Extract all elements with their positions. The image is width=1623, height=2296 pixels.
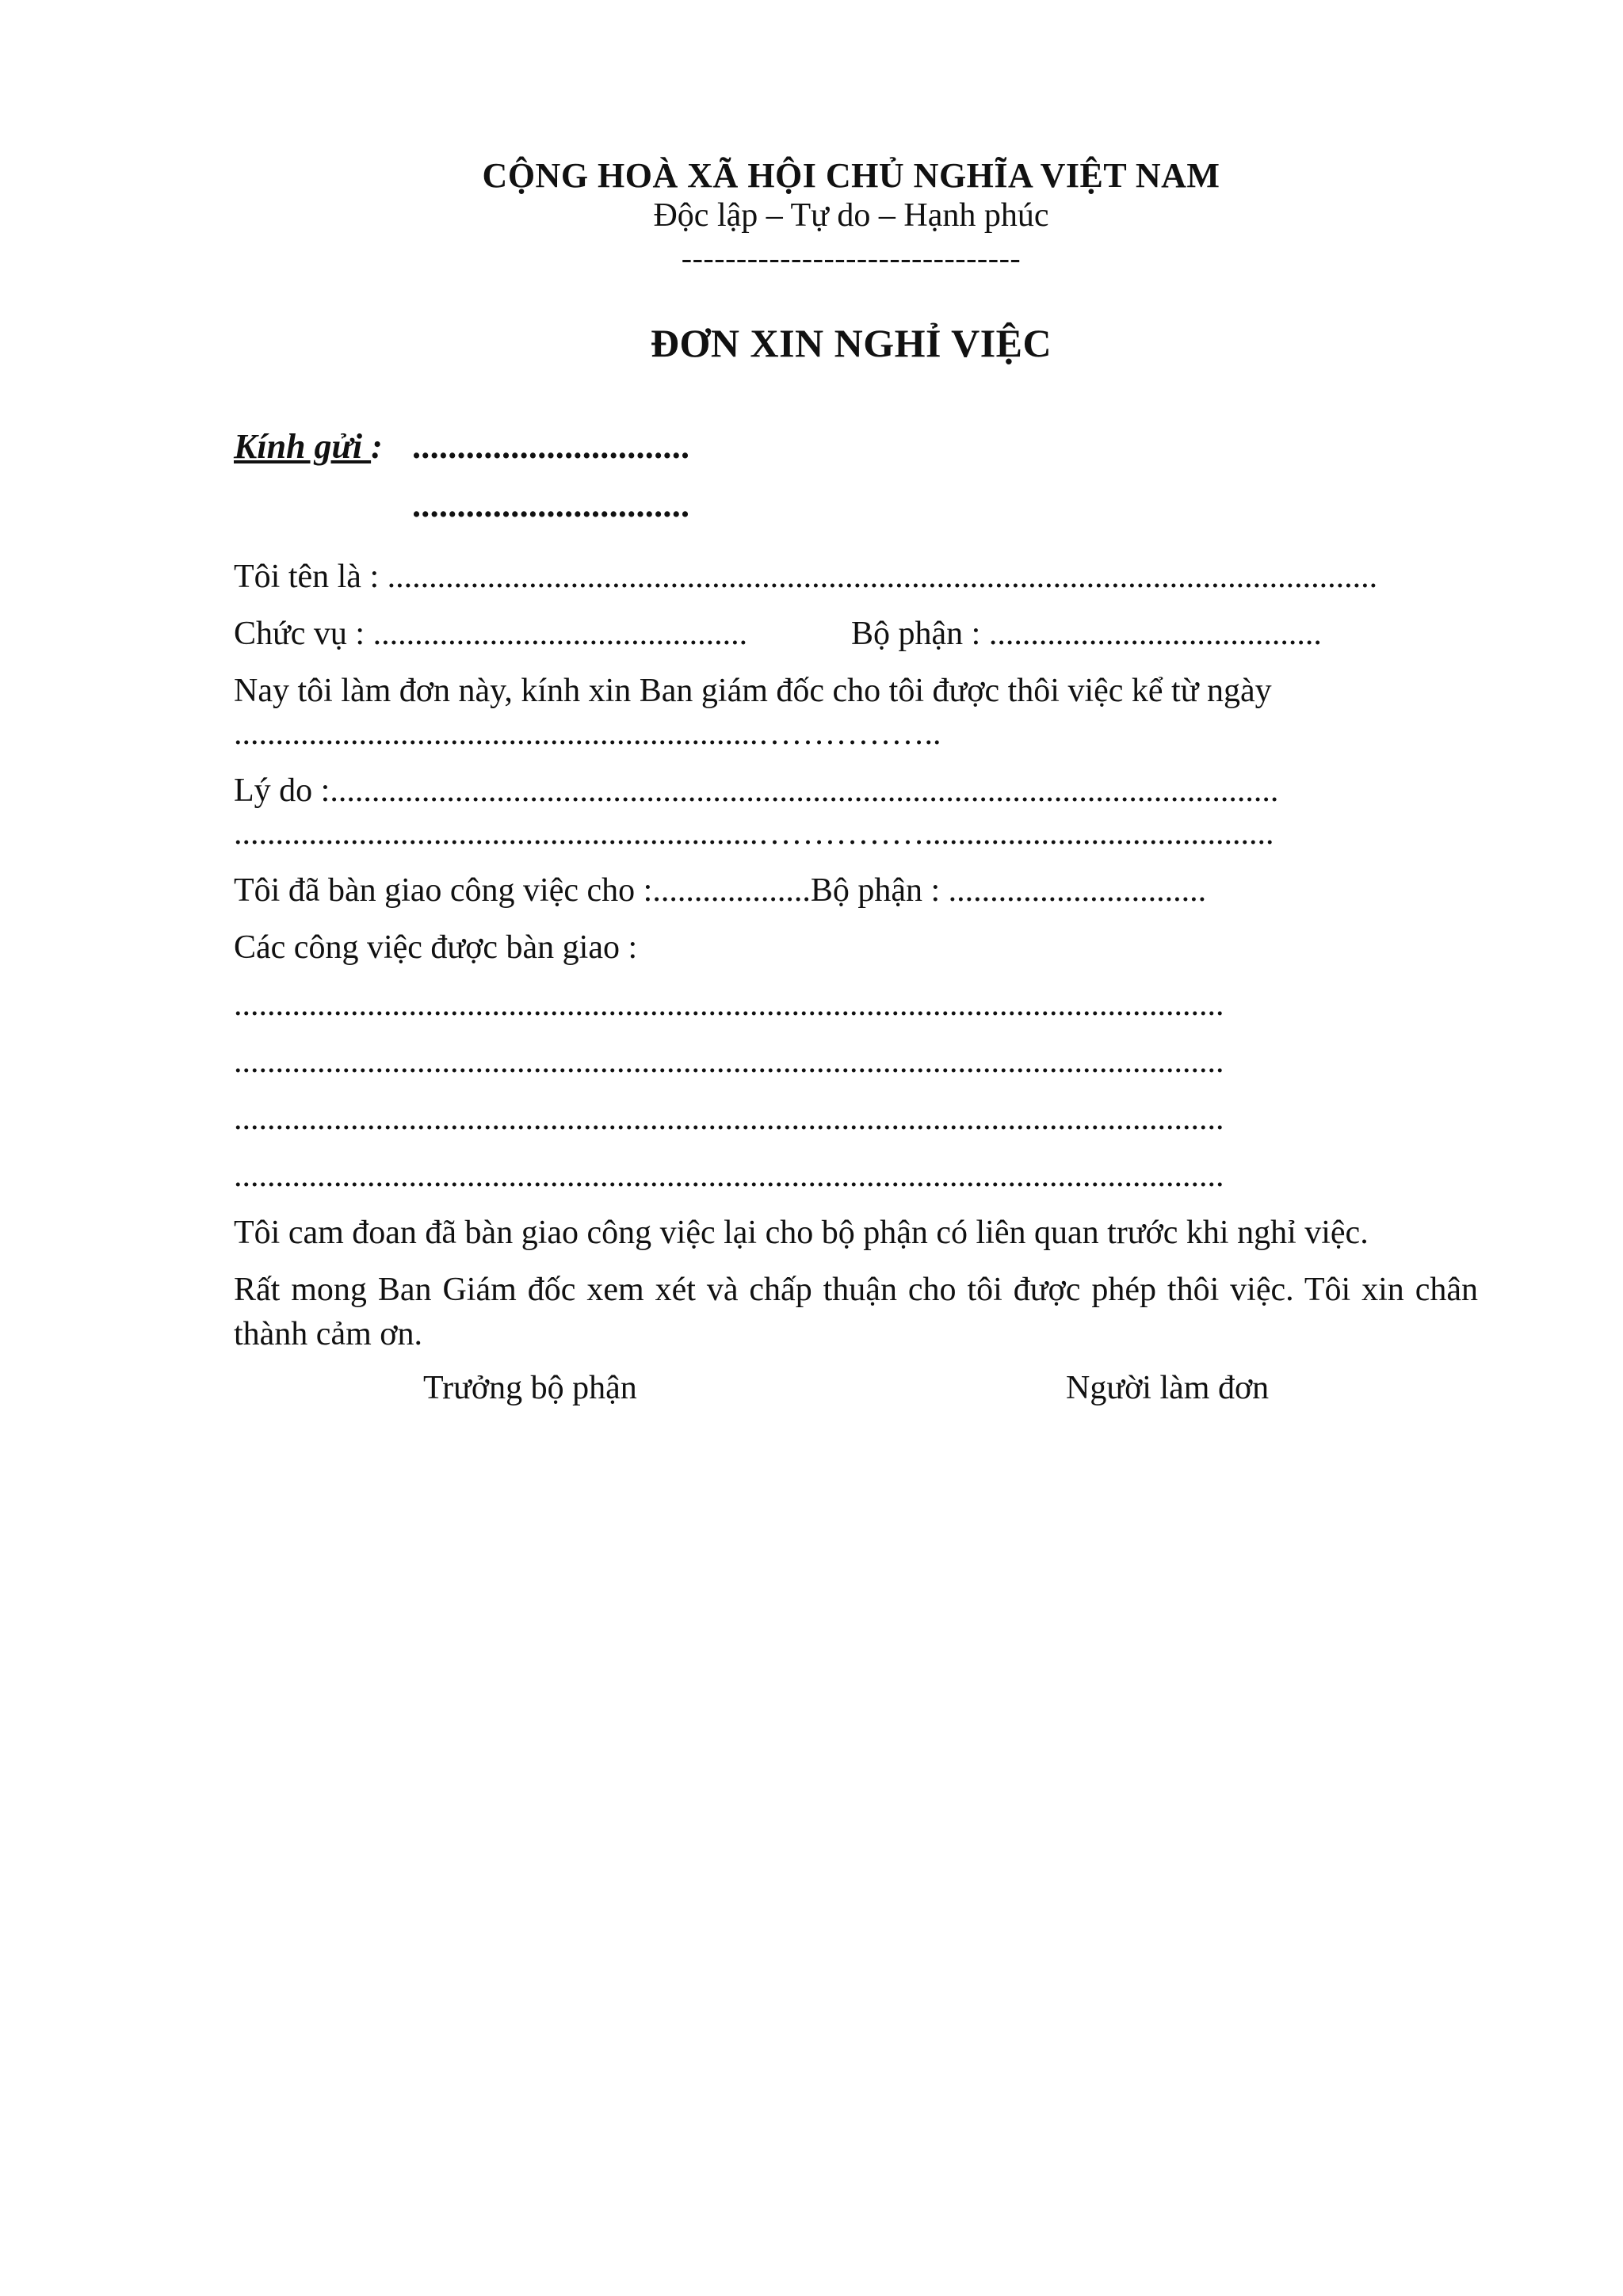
signature-department-head: Trưởng bộ phận	[423, 1370, 637, 1406]
recipient-label-text: Kính gửi	[234, 427, 372, 466]
recipient-field-2[interactable]: ...............................	[412, 486, 690, 524]
signature-applicant: Người làm đơn	[1066, 1370, 1270, 1406]
closing-text: Rất mong Ban Giám đốc xem xét và chấp thuận cho tôi được phép thôi việc. Tôi xin chân thành cảm ơn.	[234, 1272, 1478, 1352]
recipient-field-1[interactable]: ...............................	[412, 427, 690, 466]
commitment-text: Tôi cam đoan đã bàn giao công việc lại cho bộ phận có liên quan trước khi nghỉ việc.	[234, 1215, 1369, 1251]
position-field[interactable]: Chức vụ : .............................................	[234, 616, 748, 652]
recipient-label	[234, 426, 383, 467]
header-rule: -------------------------------	[681, 240, 1022, 276]
document-title: ĐƠN XIN NGHỈ VIỆC	[650, 321, 1052, 365]
reason-field[interactable]: Lý do :..................................................................................................................	[234, 772, 1279, 809]
task-line-4[interactable]: .......................................................................................................................	[234, 1158, 1224, 1194]
tasks-label: Các công việc được bàn giao :	[234, 929, 638, 966]
name-field[interactable]: Tôi tên là : .......................................................................................................................	[234, 559, 1378, 595]
task-line-2[interactable]: .......................................................................................................................	[234, 1043, 1224, 1080]
national-title: CỘNG HOÀ XÃ HỘI CHỦ NGHĨA VIỆT NAM	[482, 156, 1220, 195]
recipient-colon: :	[371, 427, 383, 466]
national-motto: Độc lập – Tự do – Hạnh phúc	[653, 197, 1049, 234]
department-field[interactable]: Bộ phận : ........................................	[851, 616, 1322, 652]
reason-field-continued[interactable]: ...............................................................……………..........................................	[234, 815, 1274, 852]
request-date-field[interactable]: ...............................................................……………..	[234, 715, 941, 752]
request-text: Nay tôi làm đơn này, kính xin Ban giám đốc cho tôi được thôi việc kể từ ngày	[234, 673, 1272, 709]
task-line-1[interactable]: .......................................................................................................................	[234, 986, 1224, 1023]
task-line-3[interactable]: .......................................................................................................................	[234, 1100, 1224, 1137]
handover-field[interactable]: Tôi đã bàn giao công việc cho :...................Bộ phận : ...............................	[234, 872, 1207, 909]
